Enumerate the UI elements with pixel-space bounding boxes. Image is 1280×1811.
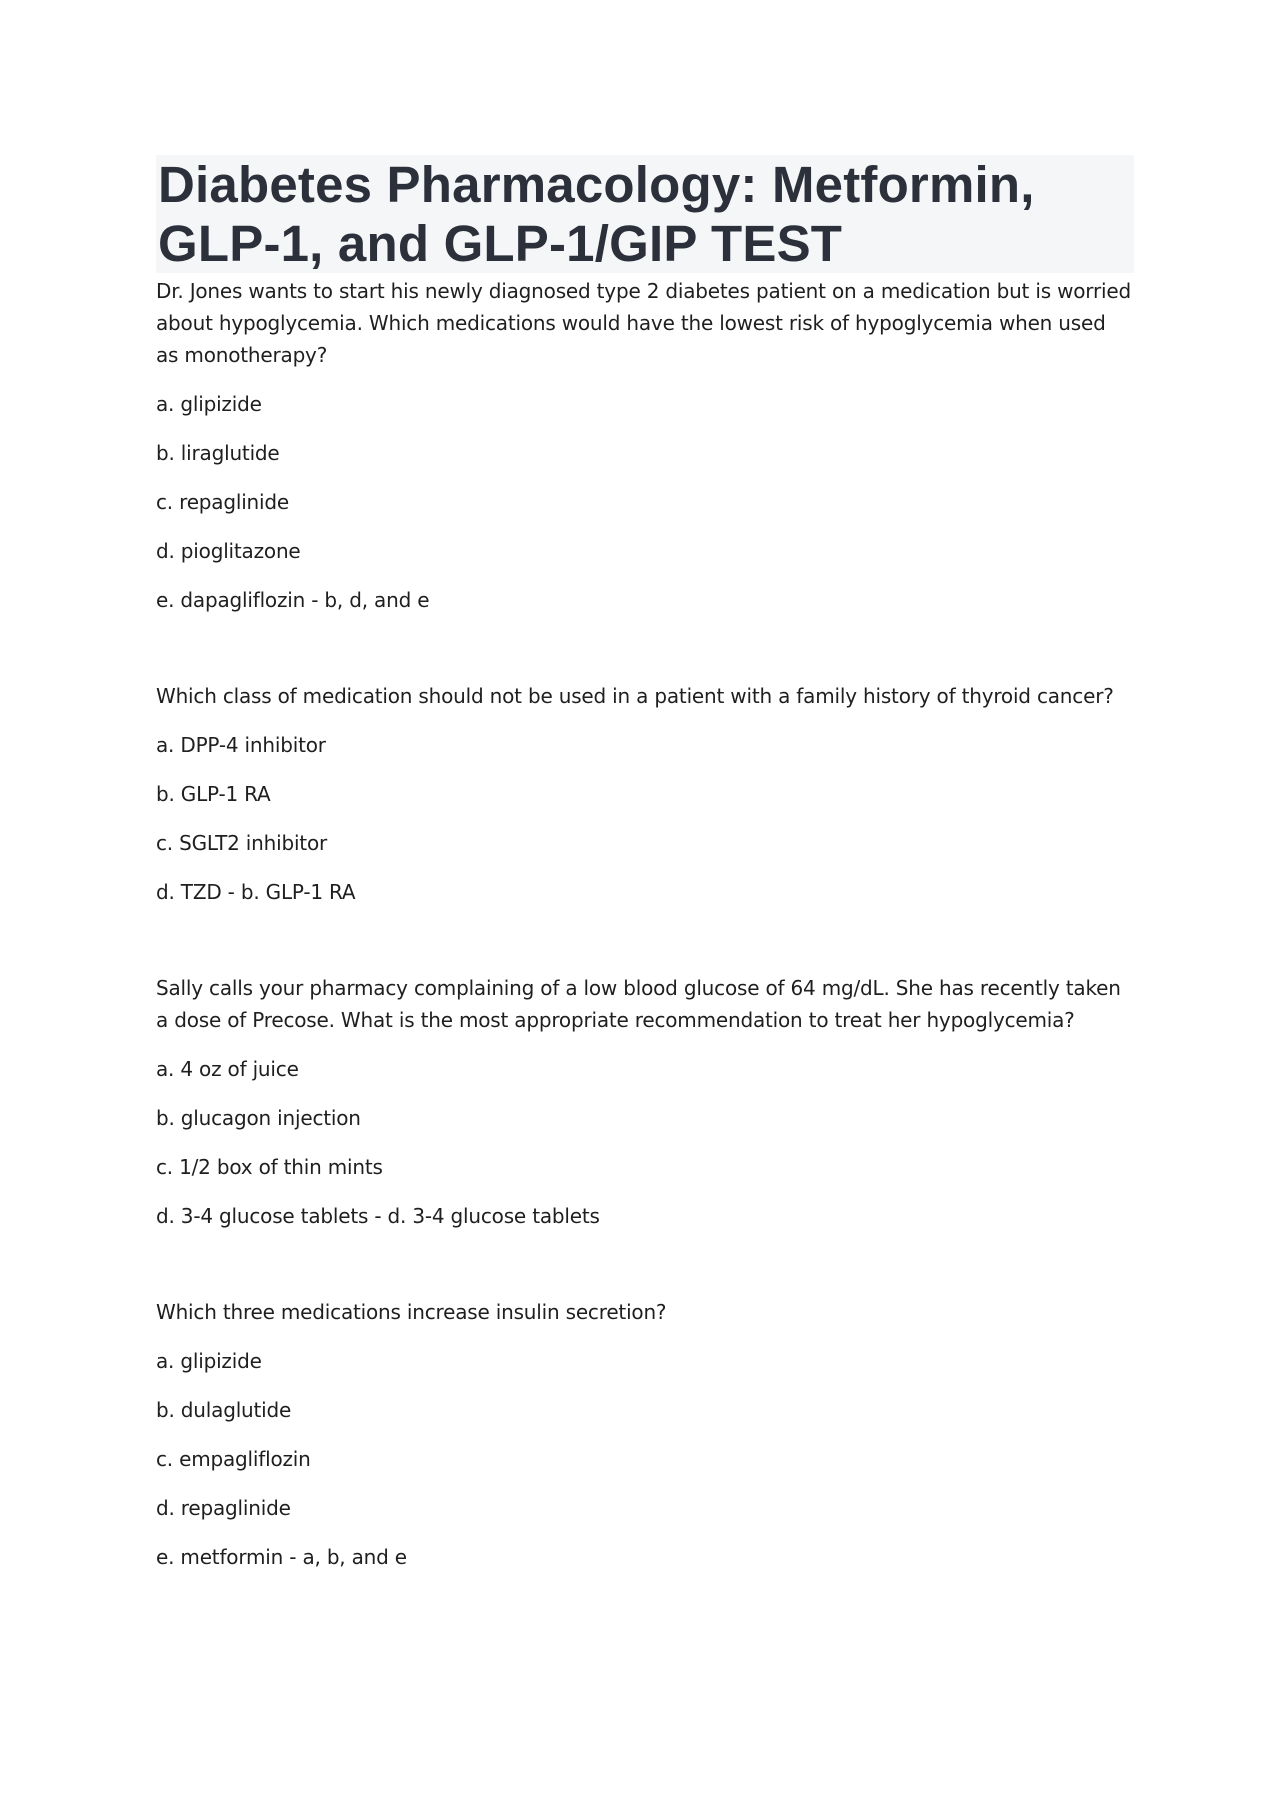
answer-option: c. repaglinide <box>156 490 289 514</box>
question-text: Dr. Jones wants to start his newly diagnosed type 2 diabetes patient on a medication but is worried about hypoglycemia. Which medications would have the lowest risk of hypoglycemia when used as monotherapy? <box>156 279 1131 367</box>
answer-option: c. empagliflozin <box>156 1447 311 1471</box>
answer-option: b. GLP-1 RA <box>156 782 271 806</box>
document-title: Diabetes Pharmacology: Metformin, GLP-1, and GLP-1/GIP TEST <box>156 155 1134 273</box>
document-body <box>156 275 1134 1573</box>
answer-option: b. glucagon injection <box>156 1106 361 1130</box>
question-block-2 <box>156 680 1134 908</box>
document-page <box>156 155 1134 1573</box>
answer-option: a. DPP-4 inhibitor <box>156 733 326 757</box>
question-text: Which class of medication should not be used in a patient with a family history of thyroid cancer? <box>156 684 1114 708</box>
answer-option: e. dapagliflozin - b, d, and e <box>156 588 430 612</box>
answer-option: b. dulaglutide <box>156 1398 292 1422</box>
question-block-3 <box>156 972 1134 1232</box>
answer-option: e. metformin - a, b, and e <box>156 1545 407 1569</box>
answer-option: d. 3-4 glucose tablets - d. 3-4 glucose tablets <box>156 1204 600 1228</box>
question-text: Which three medications increase insulin secretion? <box>156 1300 667 1324</box>
answer-options <box>156 1053 1134 1232</box>
answer-option: a. glipizide <box>156 1349 262 1373</box>
answer-option: d. TZD - b. GLP-1 RA <box>156 880 356 904</box>
answer-options <box>156 1345 1134 1573</box>
answer-option: d. pioglitazone <box>156 539 301 563</box>
answer-option: b. liraglutide <box>156 441 280 465</box>
answer-options <box>156 729 1134 908</box>
answer-options <box>156 388 1134 616</box>
answer-option: d. repaglinide <box>156 1496 291 1520</box>
question-block-4 <box>156 1296 1134 1573</box>
answer-option: c. 1/2 box of thin mints <box>156 1155 383 1179</box>
question-block-1 <box>156 275 1134 616</box>
answer-option: a. 4 oz of juice <box>156 1057 299 1081</box>
answer-option: c. SGLT2 inhibitor <box>156 831 328 855</box>
question-text: Sally calls your pharmacy complaining of a low blood glucose of 64 mg/dL. She has recently taken a dose of Precose. What is the most appropriate recommendation to treat her hypoglycemia? <box>156 976 1121 1032</box>
answer-option: a. glipizide <box>156 392 262 416</box>
